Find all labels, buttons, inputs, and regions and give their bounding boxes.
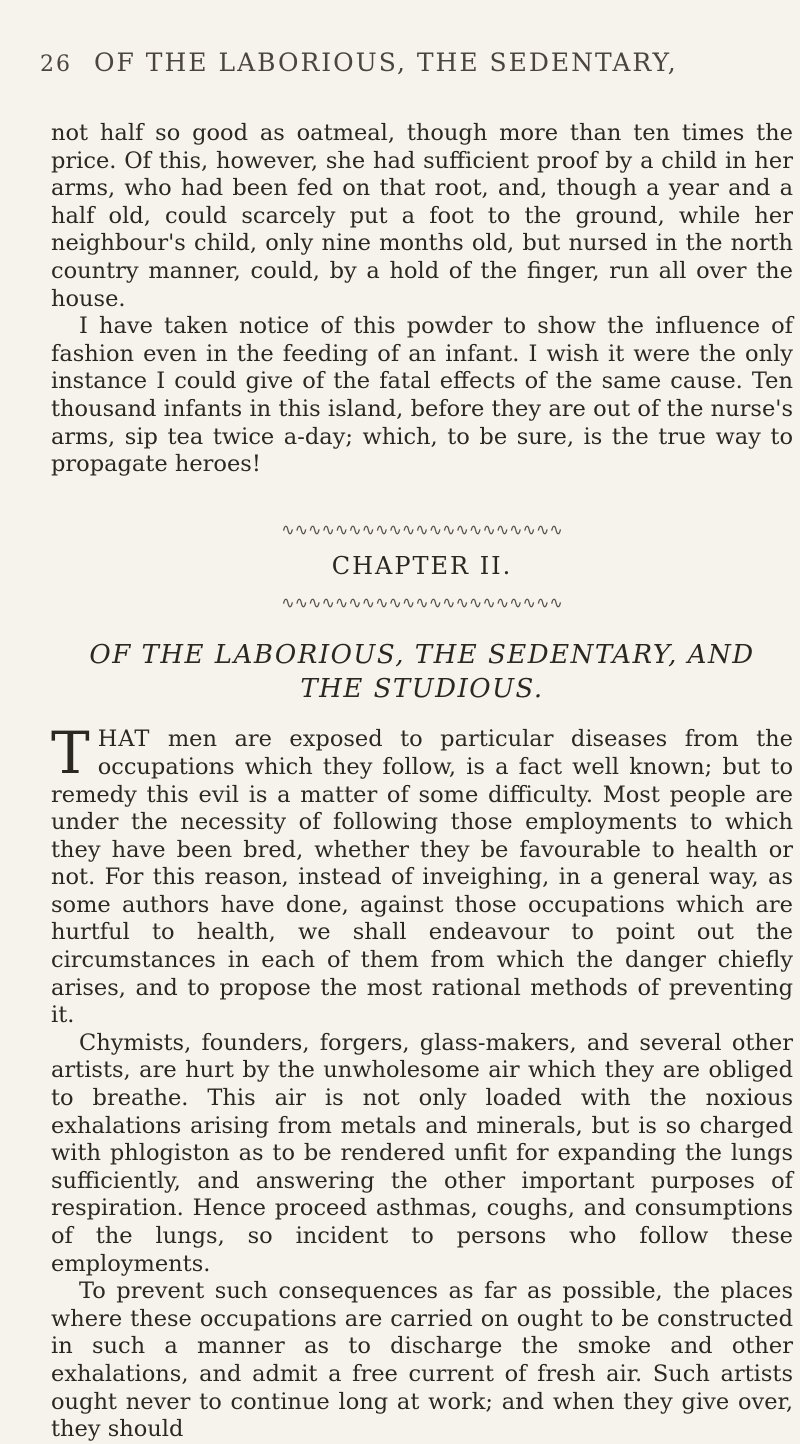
running-head: [40, 48, 780, 77]
chapter-paragraph-1-text: men are exposed to particular diseases from the occupations which they follow, is a fact well known; but to remedy this evil is a matter of some difficulty. Most people are under the necessity of following those employments to which they have been bred, whether they be favourable to health or not. For this reason, instead of inveighing, in a general way, as some authors have done, against those occupations which are hurtful to health, we shall endeavour to point out the circumstances in each of them from which the danger chiefly arises, and to propose the most rational methods of preventing it.: [51, 726, 793, 1029]
chapter-title-line-1: OF THE LABORIOUS, THE SEDENTARY, AND: [89, 640, 755, 671]
chapter-paragraph-2: Chymists, founders, forgers, glass-makers, and several other artists, are hurt by the unwholesome air which they are obliged to breathe. This air is not only loaded with the noxious exhalations arising from metals and minerals, but is so charged with phlogiston as to be rendered unfit for expanding the lungs sufficiently, and answering the other important purposes of respiration. Hence proceed asthmas, coughs, and consumptions of the lungs, so incident to persons who follow these employments.: [51, 1029, 793, 1277]
running-head-title: OF THE LABORIOUS, THE SEDENTARY,: [94, 48, 678, 77]
chapter-paragraph-1: [51, 719, 793, 1030]
chapter-title: [51, 638, 793, 706]
page-body: [51, 120, 793, 1444]
drop-cap: T: [51, 719, 90, 788]
ornament-rule-top: ∿∿∿∿∿∿∿∿∿∿∿∿∿∿∿∿∿∿∿∿∿: [281, 520, 563, 539]
first-word: HAT: [97, 726, 151, 753]
chapter-paragraph-3: To prevent such consequences as far as possible, the places where these occupations are carried on ought to be constructed in such a manner as to discharge the smoke and other exhalations, and admit a free current of fresh air. Such artists ought never to continue long at work; and when they give over, they should: [51, 1278, 793, 1443]
chapter-title-line-2: THE STUDIOUS.: [300, 674, 544, 705]
intro-paragraph-1: not half so good as oatmeal, though more than ten times the price. Of this, however, she had sufficient proof by a child in her arms, who had been fed on that root, and, though a year and a half old, could scarcely put a foot to the ground, while her neighbour's child, only nine months old, but nursed in the north country manner, could, by a hold of the finger, run all over the house.: [51, 120, 793, 312]
chapter-heading: CHAPTER II.: [331, 551, 513, 580]
intro-paragraph-2: I have taken notice of this powder to show the influence of fashion even in the feeding of an infant. I wish it were the only instance I could give of the fatal effects of the same cause. Ten thousand infants in this island, before they are out of the nurse's arms, sip tea twice a-day; which, to be sure, is the true way to propagate heroes!: [51, 313, 793, 478]
ornament-rule-bottom: ∿∿∿∿∿∿∿∿∿∿∿∿∿∿∿∿∿∿∿∿∿: [281, 594, 563, 613]
page-number: 26: [40, 52, 72, 77]
